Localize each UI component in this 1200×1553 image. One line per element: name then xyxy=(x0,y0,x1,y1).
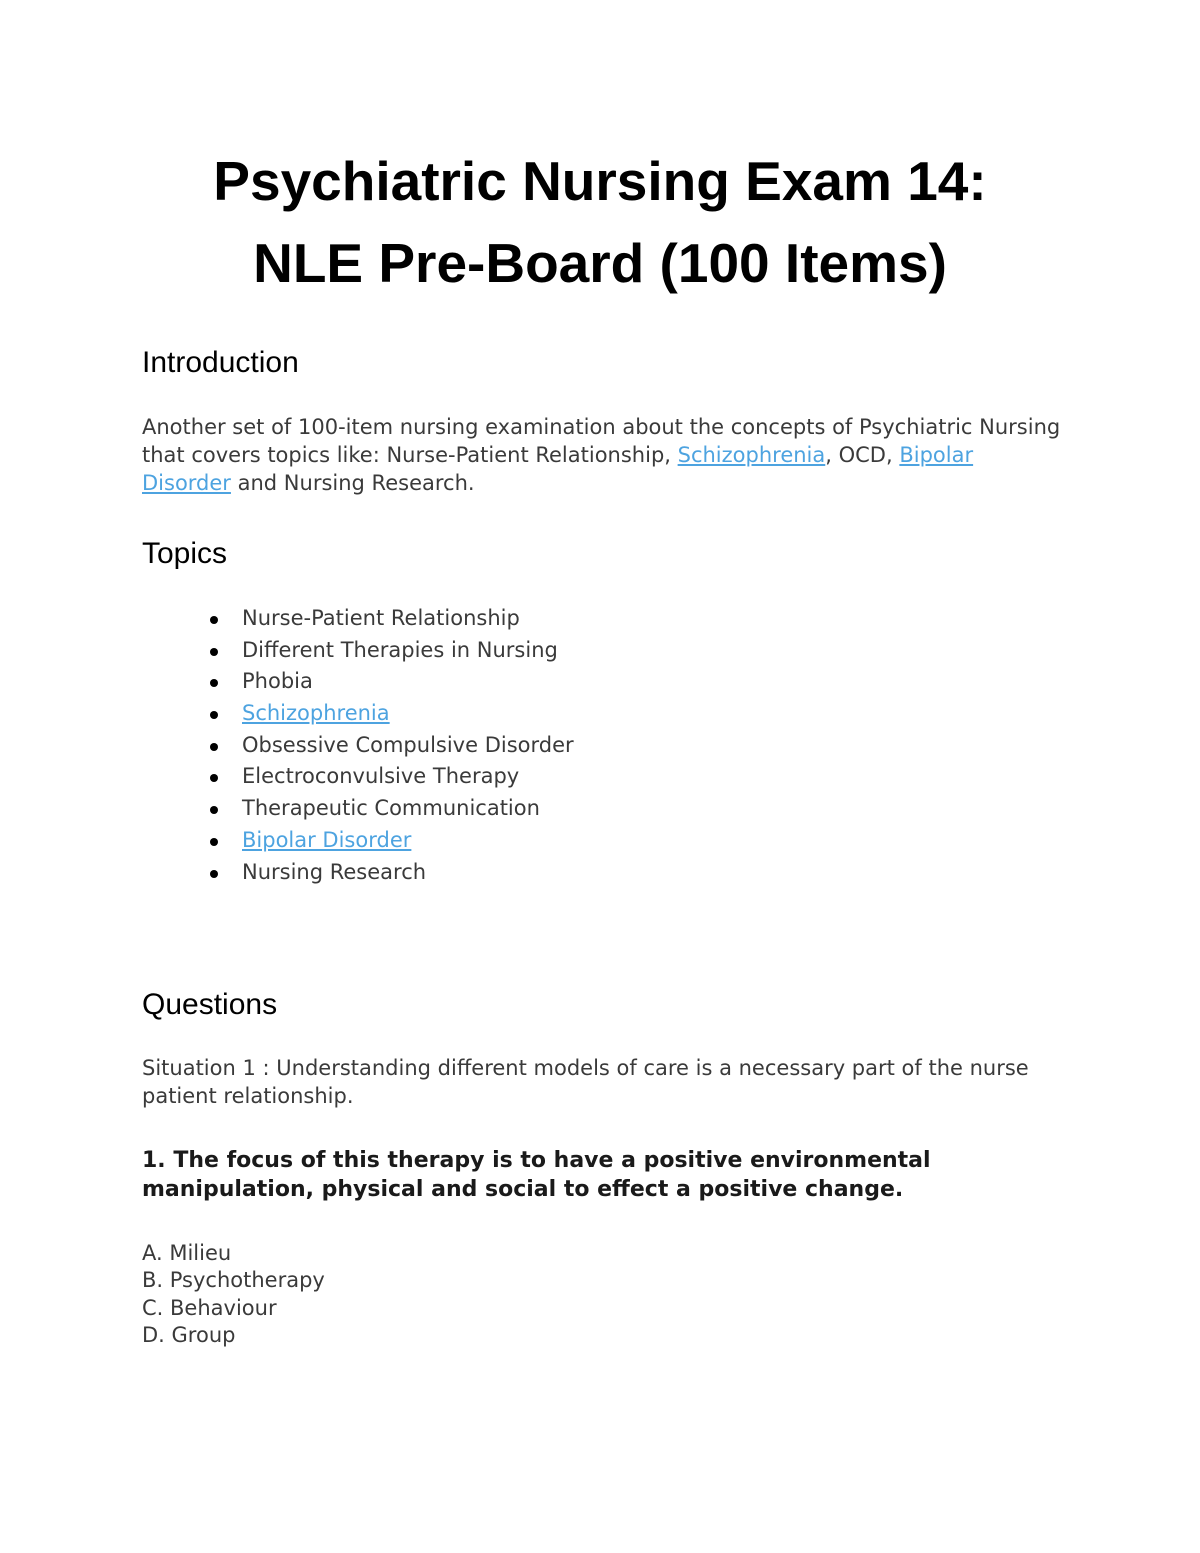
topic-label: Nurse-Patient Relationship xyxy=(242,606,520,630)
title-line-1: Psychiatric Nursing Exam 14: xyxy=(213,150,987,212)
choice-b: B. Psychotherapy xyxy=(142,1268,325,1293)
intro-text-1: Another set of 100-item nursing examination about the concepts of Psychiatric Nursing that covers topics like: Nurse-Patient Relationship, xyxy=(142,415,1061,467)
bullet-icon xyxy=(210,806,218,814)
bullet-icon xyxy=(210,870,218,878)
title-line-2: NLE Pre-Board (100 Items) xyxy=(253,232,947,294)
topic-label: Nursing Research xyxy=(242,859,427,884)
introduction-heading: Introduction xyxy=(142,346,299,379)
question-1-text: 1. The focus of this therapy is to have a positive environmental manipulation, physical and social to effect a positive change. xyxy=(142,1148,931,1202)
topic-label: Therapeutic Communication xyxy=(242,796,540,821)
bullet-icon xyxy=(210,679,218,687)
list-item xyxy=(142,825,574,857)
list-item xyxy=(142,666,574,698)
intro-text-3: and Nursing Research. xyxy=(230,471,475,495)
situation-text: Situation 1 : Understanding different models of care is a necessary part of the nurse patient relationship. xyxy=(142,1056,1029,1108)
list-item xyxy=(142,698,574,730)
topic-label: Electroconvulsive Therapy xyxy=(242,764,520,789)
bullet-icon xyxy=(210,774,218,782)
topic-label: Different Therapies in Nursing xyxy=(242,637,558,662)
question-1-choices xyxy=(142,1240,325,1349)
topics-heading: Topics xyxy=(142,537,228,570)
list-item xyxy=(142,761,574,793)
choice-d: D. Group xyxy=(142,1322,236,1347)
topic-link-schizophrenia[interactable]: Schizophrenia xyxy=(242,701,390,726)
list-item xyxy=(142,603,574,635)
list-item xyxy=(142,730,574,762)
bullet-icon xyxy=(210,743,218,751)
topic-label: Phobia xyxy=(242,669,313,694)
choice-c: C. Behaviour xyxy=(142,1295,277,1320)
bullet-icon xyxy=(210,838,218,846)
schizophrenia-link[interactable]: Schizophrenia xyxy=(677,443,826,467)
list-item xyxy=(142,635,574,667)
bipolar-disorder-link[interactable]: Bipolar Disorder xyxy=(142,443,974,495)
bullet-icon xyxy=(210,711,218,719)
list-item xyxy=(142,857,574,889)
topics-list xyxy=(142,603,574,888)
list-item xyxy=(142,793,574,825)
topic-link-bipolar-disorder[interactable]: Bipolar Disorder xyxy=(242,827,412,852)
document-title xyxy=(0,140,1200,304)
bullet-icon xyxy=(210,616,218,624)
intro-text-2: , OCD, xyxy=(825,443,900,467)
choice-a: A. Milieu xyxy=(142,1241,232,1265)
introduction-paragraph xyxy=(142,413,1062,497)
bullet-icon xyxy=(210,648,218,656)
topic-label: Obsessive Compulsive Disorder xyxy=(242,732,574,757)
questions-heading: Questions xyxy=(142,988,278,1021)
